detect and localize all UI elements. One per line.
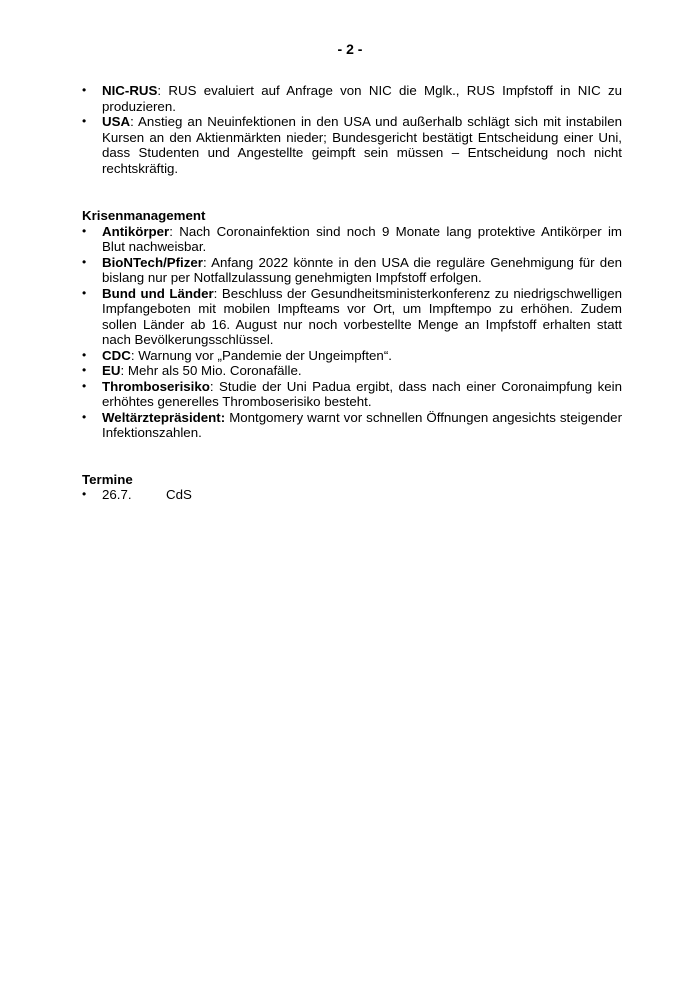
item-term: USA <box>102 114 131 129</box>
list-item <box>82 286 622 348</box>
list-item <box>82 255 622 286</box>
list-item <box>82 410 622 441</box>
krisen-list <box>82 224 622 441</box>
termine-list <box>82 487 622 503</box>
item-term: Bund und Länder <box>102 285 214 301</box>
section-heading-termine: Termine <box>82 471 133 487</box>
document-body <box>82 83 622 503</box>
item-term: EU <box>102 363 121 378</box>
item-text: : RUS evaluiert auf Anfrage von NIC die Mglk., RUS Impfstoff in NIC zu produzieren. <box>102 83 622 114</box>
item-text: : Warnung vor „Pandemie der Ungeimpften“. <box>130 347 392 363</box>
item-text: : Studie der Uni Padua ergibt, dass nach einer Coronaimpfung kein erhöhtes generelles Thromboserisiko besteht. <box>102 378 622 409</box>
termin-label: CdS <box>166 487 192 502</box>
list-item <box>82 379 622 410</box>
item-term: Weltärztepräsident: <box>102 409 226 425</box>
krisenmanagement-section <box>82 208 622 441</box>
list-item <box>82 83 622 114</box>
item-term: CDC <box>102 347 131 363</box>
item-text: : Mehr als 50 Mio. Coronafälle. <box>120 363 302 378</box>
list-item <box>82 487 622 503</box>
list-item <box>82 363 622 379</box>
item-term: BioNTech/Pfizer <box>102 254 203 270</box>
page-number: - 2 - <box>337 41 363 57</box>
termine-section <box>82 472 622 503</box>
item-term: Antikörper <box>102 223 170 239</box>
termin-date: 26.7. <box>102 487 132 502</box>
item-text: : Anfang 2022 könnte in den USA die reguläre Genehmigung für den bislang nur per Notfallzulassung genehmigten Impfstoff erfolgen. <box>102 254 622 285</box>
list-item <box>82 224 622 255</box>
list-item <box>82 114 622 176</box>
intro-list <box>82 83 622 176</box>
item-term: NIC-RUS <box>102 83 158 98</box>
section-heading-krisenmanagement: Krisenmanagement <box>82 208 206 223</box>
item-text: Montgomery warnt vor schnellen Öffnungen angesichts steigender Infektionszahlen. <box>102 409 622 440</box>
item-text: : Beschluss der Gesundheitsministerkonferenz zu niedrigschwelligen Impfangeboten mit mobilen Impfteams vor Ort, um Impftempo zu erhöhen. Zudem sollen Länder ab 16. August nur noch vorbestellte Menge an Impfstoff erhalten statt nach Bevölkerungsschlüssel. <box>102 285 622 347</box>
item-text: : Anstieg an Neuinfektionen in den USA und außerhalb schlägt sich mit instabilen Kursen an den Aktienmärkten nieder; Bundesgericht bestätigt Entscheidung einer Uni, dass Studenten und Angestellte geimpft sein müssen – Entscheidung noch nicht rechtskräftig. <box>102 114 622 176</box>
list-item <box>82 348 622 364</box>
item-term: Thromboserisiko <box>102 378 210 394</box>
item-text: : Nach Coronainfektion sind noch 9 Monate lang protektive Antikörper im Blut nachweisbar. <box>102 223 622 254</box>
